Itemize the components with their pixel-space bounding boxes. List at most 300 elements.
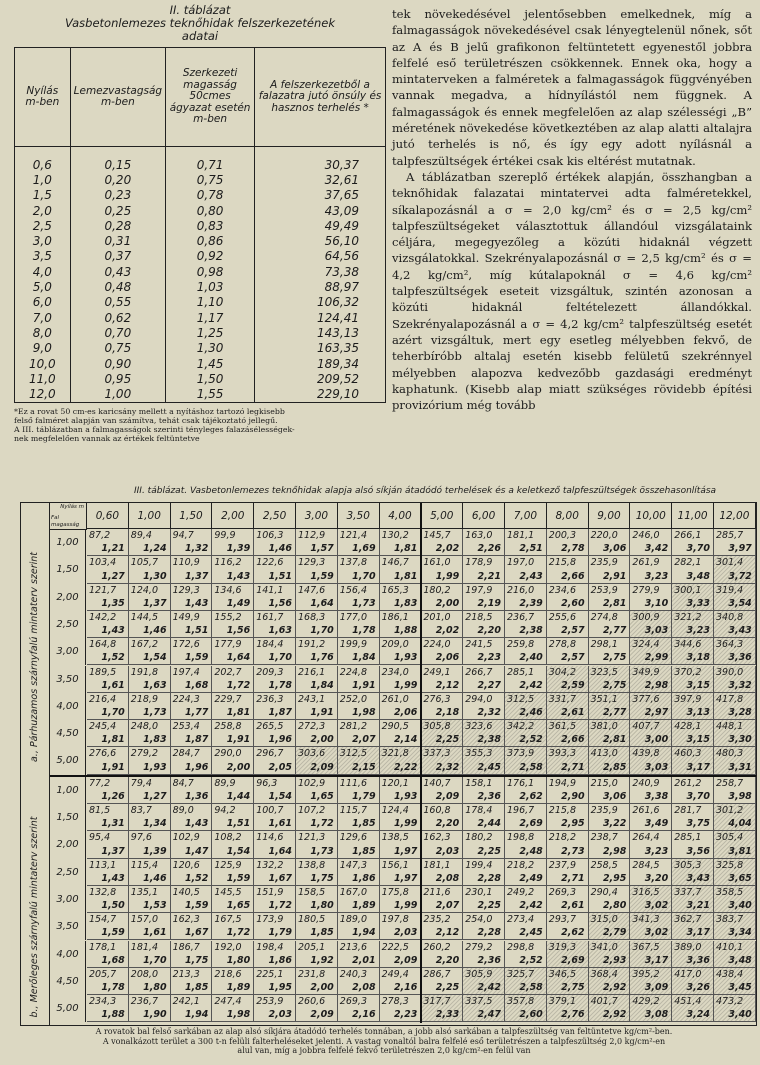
table-cell: 0,92 bbox=[166, 249, 255, 264]
corner-cell bbox=[50, 503, 87, 530]
cell-stress: 1,94 bbox=[184, 1009, 209, 1021]
data-cell bbox=[672, 859, 714, 886]
cell-load: 305,3 bbox=[674, 859, 702, 871]
data-cell bbox=[380, 941, 422, 968]
table-cell: 3,5 bbox=[15, 249, 71, 264]
table-cell: 0,98 bbox=[166, 264, 255, 279]
cell-stress: 1,37 bbox=[101, 845, 125, 857]
cell-load: 141,1 bbox=[256, 584, 284, 596]
cell-stress: 1,30 bbox=[143, 570, 167, 582]
cell-load: 215,0 bbox=[590, 777, 618, 789]
data-cell bbox=[714, 831, 756, 858]
cell-stress: 1,54 bbox=[268, 790, 292, 802]
footnote-line: A III. táblázatban a falmagasságok szerinti tényleges falazásélességek- bbox=[14, 425, 295, 435]
cell-load: 323,5 bbox=[590, 666, 618, 678]
cell-stress: 2,03 bbox=[435, 845, 460, 857]
cell-stress: 2,09 bbox=[310, 1009, 334, 1021]
table-cell: 10,0 bbox=[15, 356, 71, 371]
cell-stress: 1,24 bbox=[143, 543, 167, 555]
cell-load: 202,7 bbox=[214, 666, 242, 678]
cell-stress: 1,70 bbox=[352, 570, 376, 582]
data-cell bbox=[171, 584, 213, 611]
cell-stress: 1,85 bbox=[352, 845, 376, 857]
cell-stress: 2,98 bbox=[602, 845, 627, 857]
cell-load: 367,5 bbox=[632, 941, 660, 953]
cell-load: 115,7 bbox=[339, 805, 367, 816]
cell-stress: 2,16 bbox=[393, 982, 418, 994]
cell-stress: 1,59 bbox=[310, 570, 334, 582]
cell-load: 149,9 bbox=[172, 611, 200, 623]
data-cell bbox=[589, 747, 631, 774]
cell-load: 168,3 bbox=[298, 611, 326, 623]
cell-stress: 1,83 bbox=[143, 734, 167, 746]
cell-load: 140,5 bbox=[172, 886, 200, 898]
cell-stress: 2,08 bbox=[435, 872, 460, 884]
cell-load: 253,9 bbox=[590, 584, 618, 596]
cell-stress: 2,42 bbox=[477, 982, 501, 994]
cell-stress: 3,02 bbox=[644, 927, 669, 939]
data-cell bbox=[630, 831, 672, 858]
cell-stress: 1,81 bbox=[393, 570, 418, 582]
data-cell bbox=[87, 693, 129, 720]
data-cell bbox=[714, 693, 756, 720]
cell-load: 145,5 bbox=[214, 886, 242, 898]
cell-stress: 1,89 bbox=[352, 900, 376, 912]
data-cell bbox=[338, 556, 380, 583]
data-cell bbox=[296, 995, 338, 1022]
cell-load: 238,7 bbox=[590, 832, 618, 844]
cell-stress: 1,59 bbox=[184, 900, 209, 912]
cell-load: 167,2 bbox=[130, 639, 158, 651]
data-cell bbox=[338, 666, 380, 693]
data-cell bbox=[672, 968, 714, 995]
cell-load: 312,5 bbox=[507, 693, 535, 705]
cell-load: 220,0 bbox=[590, 530, 618, 541]
row-header: 4,00 bbox=[50, 693, 86, 720]
cell-stress: 1,43 bbox=[184, 818, 209, 830]
data-cell bbox=[129, 941, 171, 968]
cell-load: 264,4 bbox=[632, 832, 660, 844]
cell-stress: 2,51 bbox=[519, 543, 543, 555]
cell-stress: 2,45 bbox=[477, 761, 501, 773]
cell-load: 341,0 bbox=[590, 941, 618, 953]
data-cell bbox=[87, 886, 129, 913]
cell-load: 175,8 bbox=[381, 886, 409, 898]
data-cell bbox=[547, 968, 589, 995]
data-cell bbox=[463, 611, 505, 638]
cell-load: 337,5 bbox=[465, 996, 493, 1008]
data-cell bbox=[380, 859, 422, 886]
cell-stress: 3,20 bbox=[644, 872, 669, 884]
cell-load: 368,4 bbox=[590, 968, 618, 980]
data-cell bbox=[421, 941, 463, 968]
cell-stress: 2,32 bbox=[435, 761, 460, 773]
cell-load: 397,9 bbox=[674, 693, 702, 705]
cell-stress: 1,73 bbox=[310, 845, 334, 857]
cell-load: 284,7 bbox=[172, 748, 200, 760]
cell-load: 282,1 bbox=[674, 557, 702, 569]
table-cell: 12,0 bbox=[15, 386, 71, 402]
corner-span-label: Nyílás m bbox=[60, 504, 84, 510]
cell-stress: 1,57 bbox=[310, 543, 334, 555]
cell-stress: 3,33 bbox=[686, 597, 710, 609]
cell-stress: 1,52 bbox=[184, 872, 209, 884]
cell-load: 164,8 bbox=[89, 639, 117, 651]
cell-load: 102,9 bbox=[298, 777, 326, 789]
cell-load: 261,9 bbox=[632, 557, 660, 569]
cell-load: 111,6 bbox=[339, 777, 367, 789]
cell-load: 95,4 bbox=[89, 832, 111, 844]
cell-stress: 1,84 bbox=[310, 679, 334, 691]
cell-stress: 3,17 bbox=[686, 927, 710, 939]
cell-stress: 2,99 bbox=[644, 652, 669, 664]
cell-load: 180,5 bbox=[298, 914, 326, 926]
cell-load: 216,1 bbox=[298, 666, 326, 678]
cell-stress: 1,49 bbox=[226, 597, 251, 609]
data-cell bbox=[630, 666, 672, 693]
cell-load: 252,0 bbox=[339, 693, 367, 705]
data-cell bbox=[254, 968, 296, 995]
data-cell bbox=[254, 693, 296, 720]
data-cell bbox=[714, 611, 756, 638]
group-a-label: a., Párhuzamos szárnyfalú mintaterv szerint bbox=[29, 551, 40, 763]
cell-load: 331,7 bbox=[548, 693, 576, 705]
data-cell bbox=[714, 529, 756, 556]
cell-stress: 2,81 bbox=[602, 597, 627, 609]
data-cell bbox=[714, 886, 756, 913]
table-cell: 209,52 bbox=[255, 371, 386, 386]
cell-load: 240,9 bbox=[632, 777, 660, 789]
cell-stress: 1,91 bbox=[226, 734, 251, 746]
cell-stress: 1,37 bbox=[184, 570, 209, 582]
data-cell bbox=[380, 529, 422, 556]
table-cell: 2,5 bbox=[15, 218, 71, 233]
cell-stress: 1,97 bbox=[393, 872, 418, 884]
cell-load: 181,1 bbox=[507, 530, 535, 541]
data-cell bbox=[338, 529, 380, 556]
data-cell bbox=[463, 804, 505, 831]
data-cell bbox=[547, 804, 589, 831]
data-cell bbox=[463, 941, 505, 968]
cell-load: 176,1 bbox=[507, 777, 535, 789]
cell-load: 305,8 bbox=[423, 721, 451, 733]
cell-stress: 3,34 bbox=[728, 927, 752, 939]
table-row bbox=[15, 218, 386, 233]
data-cell bbox=[630, 968, 672, 995]
cell-load: 138,8 bbox=[298, 859, 326, 871]
cell-stress: 2,26 bbox=[477, 543, 501, 555]
cell-load: 165,3 bbox=[381, 584, 409, 596]
cell-stress: 3,65 bbox=[728, 872, 752, 884]
cell-stress: 3,36 bbox=[686, 954, 710, 966]
cell-load: 129,3 bbox=[298, 557, 326, 569]
data-cell bbox=[171, 747, 213, 774]
cell-load: 89,0 bbox=[172, 805, 194, 816]
cell-stress: 1,93 bbox=[393, 652, 418, 664]
data-cell bbox=[672, 747, 714, 774]
data-cell bbox=[421, 693, 463, 720]
cell-load: 99,9 bbox=[214, 530, 236, 541]
table-cell: 1,17 bbox=[166, 310, 255, 325]
cell-load: 222,5 bbox=[381, 941, 409, 953]
cell-load: 377,6 bbox=[632, 693, 660, 705]
cell-load: 224,0 bbox=[423, 639, 451, 651]
data-cell bbox=[87, 995, 129, 1022]
cell-load: 224,3 bbox=[172, 693, 200, 705]
cell-stress: 2,39 bbox=[519, 597, 543, 609]
data-cell bbox=[212, 804, 254, 831]
cell-stress: 2,40 bbox=[519, 652, 543, 664]
cell-load: 279,9 bbox=[632, 584, 660, 596]
cell-stress: 2,12 bbox=[435, 927, 460, 939]
row-header: 2,00 bbox=[50, 584, 86, 611]
cell-load: 249,1 bbox=[423, 666, 451, 678]
table-2-subtitle: Vasbetonlemezes teknőhidak felszerkezetének bbox=[64, 16, 335, 30]
table-cell: 9,0 bbox=[15, 341, 71, 356]
cell-stress: 3,17 bbox=[644, 954, 669, 966]
data-cell bbox=[254, 638, 296, 665]
cell-load: 362,7 bbox=[674, 914, 702, 926]
data-cell bbox=[254, 747, 296, 774]
cell-stress: 2,03 bbox=[268, 1009, 292, 1021]
cell-stress: 2,16 bbox=[352, 1009, 376, 1021]
cell-load: 215,8 bbox=[548, 805, 576, 816]
cell-load: 323,6 bbox=[465, 721, 493, 733]
cell-stress: 3,38 bbox=[644, 790, 669, 802]
cell-stress: 3,42 bbox=[644, 543, 669, 555]
cell-load: 94,2 bbox=[214, 805, 236, 816]
data-cell bbox=[380, 913, 422, 940]
row-header: 4,00 bbox=[50, 941, 86, 968]
cell-load: 121,4 bbox=[339, 530, 367, 541]
cell-load: 260,2 bbox=[423, 941, 451, 953]
cell-load: 298,1 bbox=[590, 639, 618, 651]
cell-stress: 1,64 bbox=[310, 597, 334, 609]
data-cell bbox=[338, 720, 380, 747]
cell-load: 439,8 bbox=[632, 748, 660, 760]
data-cell bbox=[421, 968, 463, 995]
cell-stress: 2,20 bbox=[435, 954, 460, 966]
data-cell bbox=[380, 666, 422, 693]
cell-load: 383,7 bbox=[716, 914, 744, 926]
data-cell bbox=[296, 666, 338, 693]
cell-load: 121,7 bbox=[89, 584, 117, 596]
table-2-subtitle-2: adatai bbox=[181, 29, 219, 43]
cell-stress: 2,78 bbox=[561, 543, 585, 555]
data-cell bbox=[129, 556, 171, 583]
cell-stress: 1,27 bbox=[101, 570, 125, 582]
cell-load: 340,8 bbox=[716, 611, 744, 623]
data-cell bbox=[714, 747, 756, 774]
cell-load: 255,6 bbox=[548, 611, 576, 623]
cell-stress: 3,49 bbox=[644, 818, 669, 830]
cell-stress: 1,77 bbox=[184, 707, 209, 719]
data-cell bbox=[254, 529, 296, 556]
cell-stress: 1,97 bbox=[393, 845, 418, 857]
data-cell bbox=[630, 638, 672, 665]
data-cell bbox=[672, 886, 714, 913]
data-cell bbox=[630, 720, 672, 747]
cell-load: 381,0 bbox=[590, 721, 618, 733]
cell-load: 106,3 bbox=[256, 530, 284, 541]
cell-stress: 1,51 bbox=[226, 818, 251, 830]
table-cell: 1,45 bbox=[166, 356, 255, 371]
data-cell bbox=[296, 611, 338, 638]
data-cell bbox=[589, 693, 631, 720]
cell-load: 121,3 bbox=[298, 832, 326, 844]
cell-load: 199,9 bbox=[339, 639, 367, 651]
cell-load: 290,0 bbox=[214, 748, 242, 760]
data-cell bbox=[547, 777, 589, 804]
data-cell bbox=[171, 666, 213, 693]
cell-stress: 2,57 bbox=[561, 625, 585, 637]
data-cell bbox=[672, 995, 714, 1022]
cell-stress: 2,33 bbox=[435, 1009, 460, 1021]
cell-load: 395,2 bbox=[632, 968, 660, 980]
cell-load: 113,1 bbox=[89, 859, 117, 871]
cell-stress: 1,47 bbox=[184, 845, 209, 857]
cell-load: 167,5 bbox=[214, 914, 242, 926]
cell-stress: 2,77 bbox=[602, 625, 627, 637]
data-cell bbox=[589, 995, 631, 1022]
cell-load: 301,2 bbox=[716, 805, 744, 816]
cell-stress: 3,40 bbox=[728, 900, 752, 912]
table-cell: 0,23 bbox=[70, 188, 165, 203]
cell-load: 154,7 bbox=[89, 914, 117, 926]
cell-load: 196,7 bbox=[507, 805, 535, 816]
cell-load: 358,5 bbox=[716, 886, 744, 898]
data-cell bbox=[129, 529, 171, 556]
data-cell bbox=[589, 831, 631, 858]
cell-stress: 2,92 bbox=[602, 1009, 627, 1021]
cell-load: 140,7 bbox=[423, 777, 451, 789]
cell-stress: 1,85 bbox=[184, 982, 209, 994]
cell-load: 108,2 bbox=[214, 832, 242, 844]
data-cell bbox=[714, 913, 756, 940]
cell-stress: 1,39 bbox=[226, 543, 251, 555]
cell-stress: 2,47 bbox=[477, 1009, 501, 1021]
row-header: 2,50 bbox=[50, 859, 86, 886]
data-cell bbox=[212, 666, 254, 693]
cell-load: 304,2 bbox=[548, 666, 576, 678]
table-cell: 163,35 bbox=[255, 341, 386, 356]
column-header: 5,00 bbox=[421, 503, 463, 529]
cell-load: 178,9 bbox=[465, 557, 493, 569]
data-cell bbox=[672, 556, 714, 583]
column-header: 11,00 bbox=[672, 503, 714, 529]
cell-stress: 1,73 bbox=[143, 707, 167, 719]
cell-load: 178,4 bbox=[465, 805, 493, 816]
data-cell bbox=[380, 804, 422, 831]
cell-stress: 2,93 bbox=[602, 954, 627, 966]
cell-load: 312,5 bbox=[339, 748, 367, 760]
cell-stress: 1,65 bbox=[226, 900, 251, 912]
cell-load: 265,5 bbox=[256, 721, 284, 733]
data-cell bbox=[714, 777, 756, 804]
cell-load: 246,0 bbox=[632, 530, 660, 541]
cell-load: 258,7 bbox=[716, 777, 744, 789]
table-cell: 0,43 bbox=[70, 264, 165, 279]
data-cell bbox=[171, 831, 213, 858]
cell-stress: 2,20 bbox=[477, 625, 501, 637]
cell-stress: 2,52 bbox=[519, 734, 543, 746]
data-cell bbox=[129, 747, 171, 774]
table-cell: 0,48 bbox=[70, 279, 165, 294]
cell-load: 147,6 bbox=[298, 584, 326, 596]
cell-stress: 2,36 bbox=[477, 790, 501, 802]
data-cell bbox=[171, 941, 213, 968]
cell-stress: 1,95 bbox=[268, 982, 292, 994]
table-cell: 0,80 bbox=[166, 203, 255, 218]
cell-stress: 3,17 bbox=[686, 761, 710, 773]
cell-stress: 2,95 bbox=[561, 818, 585, 830]
data-cell bbox=[380, 693, 422, 720]
cell-stress: 2,91 bbox=[602, 570, 627, 582]
data-cell bbox=[672, 941, 714, 968]
data-cell bbox=[672, 777, 714, 804]
data-cell bbox=[129, 886, 171, 913]
cell-stress: 2,75 bbox=[602, 652, 627, 664]
table-row bbox=[15, 325, 386, 340]
cell-load: 103,4 bbox=[89, 557, 117, 569]
data-cell bbox=[296, 747, 338, 774]
table-cell: 1,10 bbox=[166, 295, 255, 310]
data-cell bbox=[672, 529, 714, 556]
data-cell bbox=[630, 886, 672, 913]
cell-stress: 1,80 bbox=[226, 954, 251, 966]
cell-load: 105,7 bbox=[130, 557, 158, 569]
cell-load: 114,6 bbox=[256, 832, 284, 844]
data-cell bbox=[505, 859, 547, 886]
cell-stress: 3,98 bbox=[728, 790, 752, 802]
cell-stress: 2,45 bbox=[519, 927, 543, 939]
cell-load: 192,0 bbox=[214, 941, 242, 953]
data-cell bbox=[463, 831, 505, 858]
cell-stress: 2,58 bbox=[519, 982, 543, 994]
data-cell bbox=[212, 720, 254, 747]
cell-load: 218,5 bbox=[465, 611, 493, 623]
data-cell bbox=[338, 777, 380, 804]
cell-load: 234,0 bbox=[381, 666, 409, 678]
data-cell bbox=[505, 666, 547, 693]
table-row bbox=[15, 172, 386, 187]
cell-stress: 1,78 bbox=[352, 625, 376, 637]
cell-load: 145,7 bbox=[423, 530, 451, 541]
data-cell bbox=[547, 584, 589, 611]
data-cell bbox=[380, 777, 422, 804]
data-cell bbox=[87, 666, 129, 693]
cell-load: 87,2 bbox=[89, 530, 111, 541]
data-cell bbox=[714, 804, 756, 831]
column-header: 6,00 bbox=[463, 503, 505, 529]
cell-stress: 1,83 bbox=[393, 597, 418, 609]
cell-stress: 1,63 bbox=[143, 679, 167, 691]
cell-stress: 1,65 bbox=[310, 790, 334, 802]
cell-stress: 2,05 bbox=[268, 761, 292, 773]
cell-load: 161,0 bbox=[423, 557, 451, 569]
data-cell bbox=[338, 747, 380, 774]
cell-load: 146,7 bbox=[381, 557, 409, 569]
cell-stress: 2,18 bbox=[435, 707, 460, 719]
data-cell bbox=[129, 666, 171, 693]
cell-load: 229,7 bbox=[214, 693, 242, 705]
cell-stress: 1,69 bbox=[352, 543, 376, 555]
table-row bbox=[15, 203, 386, 218]
cell-load: 321,8 bbox=[381, 748, 409, 760]
cell-load: 137,8 bbox=[339, 557, 367, 569]
row-header: 5,00 bbox=[50, 747, 86, 774]
cell-stress: 1,76 bbox=[310, 652, 334, 664]
